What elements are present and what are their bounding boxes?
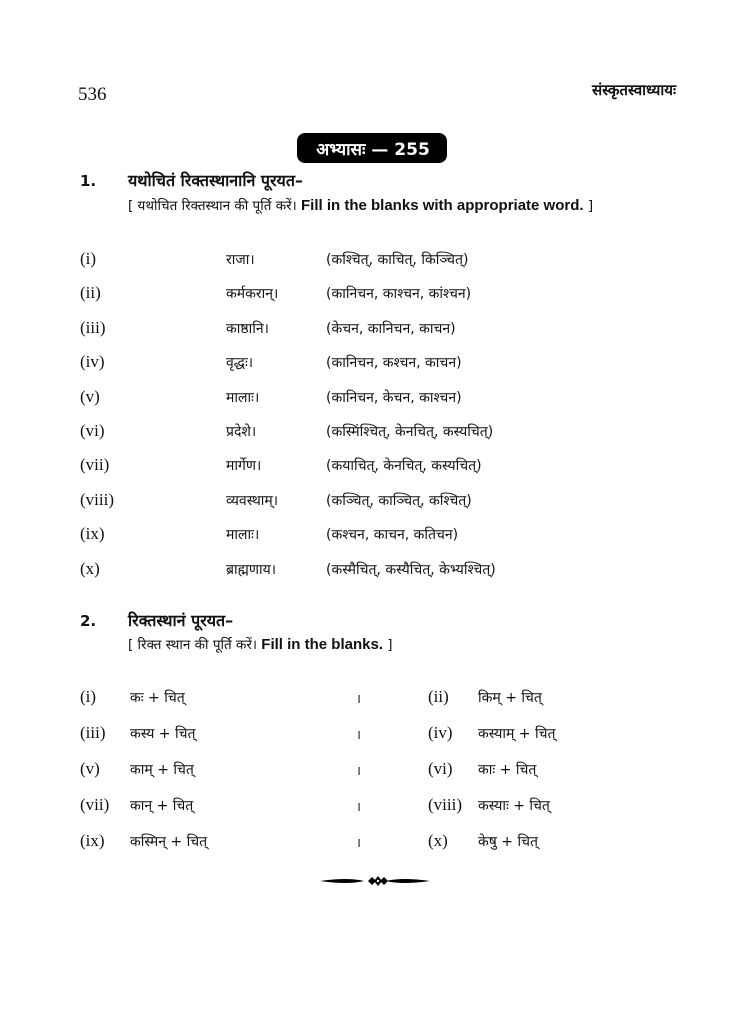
q2-instruction-close: ] xyxy=(382,637,393,653)
q1-row-options: (कयाचित्, केनचित्, कस्यचित्) xyxy=(326,458,482,474)
q1-row-word: राजा। xyxy=(226,252,255,268)
ornament-divider xyxy=(320,873,430,889)
q2-instruction-hindi: [ रिक्त स्थान की पूर्ति करें। xyxy=(128,637,262,653)
q1-row-options: (कश्चन, काचन, कतिचन) xyxy=(326,527,459,543)
q1-row-number: (iv) xyxy=(80,352,105,371)
q2-left-expression: कस्मिन् + चित् xyxy=(130,834,208,850)
q2-right-number: (vi) xyxy=(428,759,453,778)
q2-right-number: (ii) xyxy=(428,687,449,706)
q2-right-number: (x) xyxy=(428,831,448,850)
q1-row-number: (viii) xyxy=(80,490,114,509)
q1-row-options: (कानिचन, काश्चन, कांश्चन) xyxy=(326,286,472,302)
q2-right-expression: कस्याम् + चित् xyxy=(478,726,556,742)
q1-row-number: (iii) xyxy=(80,318,106,337)
q1-row-options: (कानिचन, केचन, काश्चन) xyxy=(326,390,462,406)
q1-row-word: कर्मकरान्। xyxy=(226,286,279,302)
q1-row-number: (v) xyxy=(80,387,100,406)
q2-instruction xyxy=(128,635,393,653)
q1-instruction xyxy=(128,196,593,214)
q2-left-number: (vii) xyxy=(80,795,110,814)
q2-blank-divider: । xyxy=(356,692,361,707)
q1-instruction-english: Fill in the blanks with appropriate word. xyxy=(301,197,584,214)
page-number: 536 xyxy=(78,84,107,105)
q2-right-number: (viii) xyxy=(428,795,462,814)
q1-row-word: वृद्धः। xyxy=(226,355,254,371)
q1-number: 1. xyxy=(80,172,97,190)
q2-left-expression: कस्य + चित् xyxy=(130,726,196,742)
q2-right-expression: केषु + चित् xyxy=(478,834,538,850)
q1-row-word: ब्राह्मणाय। xyxy=(226,562,277,578)
q2-blank-divider: । xyxy=(356,764,361,779)
q2-left-number: (i) xyxy=(80,687,97,706)
q2-number: 2. xyxy=(80,612,97,630)
q2-left-expression: कान् + चित् xyxy=(130,798,194,814)
q1-row-number: (ix) xyxy=(80,524,105,543)
q2-instruction-english: Fill in the blanks. xyxy=(261,636,383,653)
q1-instruction-hindi: [ यथोचित रिक्तस्थान की पूर्ति करें। xyxy=(128,198,302,214)
running-head: संस्कृतस्वाध्यायः xyxy=(591,81,676,99)
q1-instruction-close: ] xyxy=(583,198,594,214)
q1-row-word: मार्गेण। xyxy=(226,458,262,474)
q1-row-options: (कश्चित्, काचित्, किञ्चित्) xyxy=(326,252,469,268)
q2-left-expression: काम् + चित् xyxy=(130,762,194,778)
q1-row-number: (ii) xyxy=(80,283,101,302)
q1-row-options: (केचन, कानिचन, काचन) xyxy=(326,321,456,337)
q1-title: यथोचितं रिक्तस्थानानि पूरयत– xyxy=(128,171,303,190)
q1-row-number: (x) xyxy=(80,559,100,578)
q1-row-word: प्रदेशे। xyxy=(226,424,257,440)
exercise-title: अभ्यासः — 255 xyxy=(316,139,430,160)
q1-row-number: (vii) xyxy=(80,455,110,474)
q1-row-word: काष्ठानि। xyxy=(226,321,269,337)
q2-right-expression: काः + चित् xyxy=(478,762,537,778)
q2-title: रिक्तस्थानं पूरयत– xyxy=(128,611,234,630)
q2-blank-divider: । xyxy=(356,728,361,743)
q2-blank-divider: । xyxy=(356,800,361,815)
q1-row-word: मालाः। xyxy=(226,390,260,406)
q2-left-expression: कः + चित् xyxy=(130,690,185,706)
q2-left-number: (iii) xyxy=(80,723,106,742)
q1-row-word: व्यवस्थाम्। xyxy=(226,493,279,509)
q1-row-options: (कस्मैचित्, कस्यैचित्, केभ्यश्चित्) xyxy=(326,562,496,578)
exercise-title-box xyxy=(297,133,447,163)
q1-row-options: (कञ्चित्, काञ्चित्, कश्चित्) xyxy=(326,493,472,509)
q1-row-number: (i) xyxy=(80,249,97,268)
q1-row-options: (कानिचन, कश्चन, काचन) xyxy=(326,355,462,371)
q1-row-word: मालाः। xyxy=(226,527,260,543)
q1-row-options: (कस्मिंश्चित्, केनचित्, कस्यचित्) xyxy=(326,424,494,440)
q2-blank-divider: । xyxy=(356,836,361,851)
q2-left-number: (v) xyxy=(80,759,100,778)
q2-right-number: (iv) xyxy=(428,723,453,742)
q2-right-expression: कस्याः + चित् xyxy=(478,798,550,814)
q1-row-number: (vi) xyxy=(80,421,105,440)
q2-right-expression: किम् + चित् xyxy=(478,690,542,706)
q2-left-number: (ix) xyxy=(80,831,105,850)
